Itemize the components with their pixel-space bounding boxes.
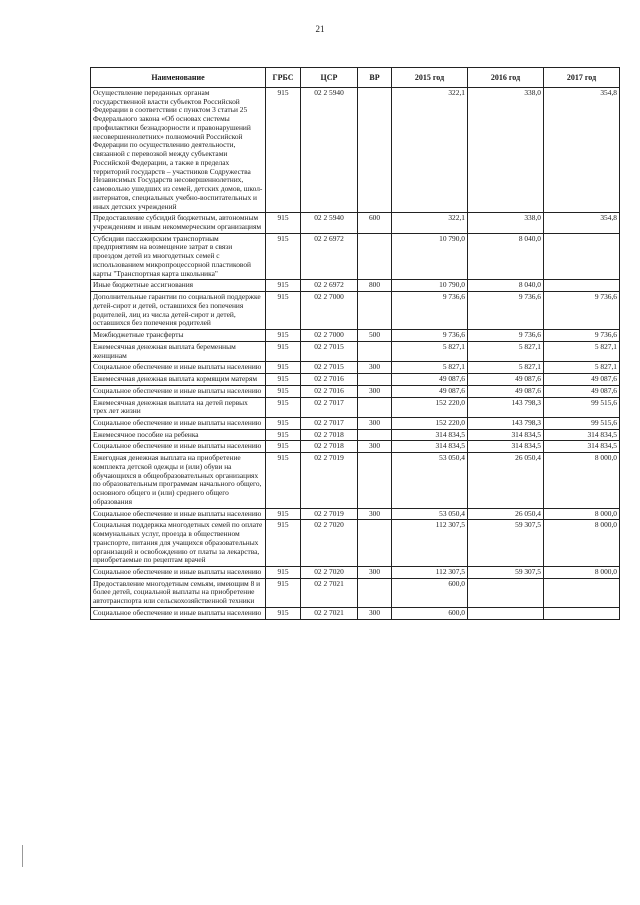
cell-vr: 300 [358,607,392,619]
cell-2017: 314 834,5 [544,429,620,441]
table-row [91,341,620,361]
cell-2015: 10 790,0 [392,280,468,292]
cell-grbs: 915 [266,374,301,386]
cell-2017 [544,233,620,280]
cell-2017: 49 087,6 [544,374,620,386]
cell-csr: 02 2 7015 [301,341,358,361]
cell-name: Ежегодная денежная выплата на приобретение комплекта детской одежды и (или) обуви на обучающихся в общеобразовательных организациях по образовательным программам начального общего, основного общего и (или) среднего общего образования [91,453,266,508]
cell-vr: 300 [358,417,392,429]
cell-2015: 10 790,0 [392,233,468,280]
cell-2017: 8 000,0 [544,508,620,520]
cell-name: Социальное обеспечение и иные выплаты населению [91,607,266,619]
cell-2016: 338,0 [468,213,544,233]
cell-2015: 49 087,6 [392,385,468,397]
cell-2017: 354,8 [544,88,620,213]
cell-2017: 5 827,1 [544,362,620,374]
header-2015: 2015 год [392,68,468,88]
table-row [91,453,620,508]
cell-csr: 02 2 7018 [301,441,358,453]
cell-grbs: 915 [266,213,301,233]
cell-csr: 02 2 7016 [301,374,358,386]
cell-grbs: 915 [266,341,301,361]
header-vr: ВР [358,68,392,88]
cell-2016: 59 307,5 [468,566,544,578]
cell-2017: 49 087,6 [544,385,620,397]
cell-2016 [468,578,544,607]
cell-2015: 152 220,0 [392,417,468,429]
table-row [91,233,620,280]
cell-vr: 600 [358,213,392,233]
cell-2016: 26 050,4 [468,453,544,508]
table-row [91,441,620,453]
cell-vr: 300 [358,362,392,374]
cell-2016: 8 040,0 [468,233,544,280]
cell-vr: 300 [358,385,392,397]
cell-2016 [468,607,544,619]
cell-2016: 5 827,1 [468,341,544,361]
table-row [91,520,620,567]
cell-2016: 26 050,4 [468,508,544,520]
cell-csr: 02 2 7020 [301,566,358,578]
table-header [91,68,620,88]
cell-vr [358,578,392,607]
cell-vr: 300 [358,566,392,578]
table-row [91,362,620,374]
cell-2016: 49 087,6 [468,374,544,386]
cell-vr [358,233,392,280]
cell-2015: 314 834,5 [392,429,468,441]
cell-name: Социальная поддержка многодетных семей по оплате коммунальных услуг, проезда в общественном транспорте, питания для учащихся образовательных организаций и освобождению от платы за лекарства, приобретаемые по рецептам врачей [91,520,266,567]
cell-vr [358,520,392,567]
cell-vr [358,341,392,361]
cell-csr: 02 2 6972 [301,233,358,280]
cell-csr: 02 2 6972 [301,280,358,292]
cell-name: Субсидии пассажирским транспортным предприятиям на возмещение затрат в связи проездом детей из многодетных семей с использованием микропроцессорной пластиковой карты "Транспортная карта школьника" [91,233,266,280]
table-row [91,292,620,330]
table-row [91,330,620,342]
cell-2015: 322,1 [392,88,468,213]
cell-csr: 02 2 7016 [301,385,358,397]
cell-name: Социальное обеспечение и иные выплаты населению [91,508,266,520]
cell-name: Социальное обеспечение и иные выплаты населению [91,441,266,453]
cell-2016: 9 736,6 [468,292,544,330]
cell-2015: 314 834,5 [392,441,468,453]
cell-2015: 49 087,6 [392,374,468,386]
cell-name: Социальное обеспечение и иные выплаты населению [91,385,266,397]
cell-2015: 322,1 [392,213,468,233]
cell-grbs: 915 [266,417,301,429]
cell-name: Осуществление переданных органам государственной власти субъектов Российской Федерации в соответствии с пунктом 3 статьи 25 Федерального закона «Об основах системы профилактики безнадзорности и правонарушений несовершеннолетних» полномочий Российской Федерации по осуществлению деятельности, связанной с перевозкой между субъектами Российской Федерации, а также в пределах территорий государств – участников Содружества Независимых Государств несовершеннолетних, самовольно ушедших из семей, детских домов, школ-интернатов, специальных учебно-воспитательных и иных детских учреждений [91,88,266,213]
cell-name: Ежемесячная денежная выплата на детей первых трех лет жизни [91,397,266,417]
cell-2017: 99 515,6 [544,397,620,417]
cell-csr: 02 2 7021 [301,607,358,619]
cell-2015: 5 827,1 [392,341,468,361]
cell-2016: 5 827,1 [468,362,544,374]
cell-name: Социальное обеспечение и иные выплаты населению [91,417,266,429]
cell-grbs: 915 [266,397,301,417]
table-body [91,88,620,620]
cell-name: Ежемесячная денежная выплата кормящим матерям [91,374,266,386]
table-row [91,578,620,607]
table-row [91,385,620,397]
cell-2016: 314 834,5 [468,429,544,441]
cell-csr: 02 2 7015 [301,362,358,374]
cell-vr: 500 [358,330,392,342]
cell-2016: 8 040,0 [468,280,544,292]
cell-vr: 300 [358,508,392,520]
cell-vr [358,429,392,441]
cell-name: Социальное обеспечение и иные выплаты населению [91,566,266,578]
header-2017: 2017 год [544,68,620,88]
cell-2015: 53 050,4 [392,508,468,520]
cell-csr: 02 2 7021 [301,578,358,607]
cell-grbs: 915 [266,330,301,342]
cell-grbs: 915 [266,362,301,374]
margin-mark [22,845,23,867]
cell-name: Иные бюджетные ассигнования [91,280,266,292]
cell-grbs: 915 [266,385,301,397]
cell-grbs: 915 [266,566,301,578]
cell-2016: 338,0 [468,88,544,213]
cell-2015: 9 736,6 [392,330,468,342]
cell-2017: 5 827,1 [544,341,620,361]
page-number: 21 [315,24,325,34]
cell-2017: 314 834,5 [544,441,620,453]
cell-2017: 99 515,6 [544,417,620,429]
cell-name: Ежемесячная денежная выплата беременным женщинам [91,341,266,361]
cell-csr: 02 2 7017 [301,397,358,417]
cell-2015: 600,0 [392,578,468,607]
cell-2015: 112 307,5 [392,566,468,578]
cell-2015: 9 736,6 [392,292,468,330]
cell-csr: 02 2 7020 [301,520,358,567]
cell-csr: 02 2 7000 [301,292,358,330]
cell-grbs: 915 [266,520,301,567]
budget-table [90,67,620,620]
cell-2017 [544,578,620,607]
cell-vr [358,397,392,417]
table-row [91,374,620,386]
cell-2015: 112 307,5 [392,520,468,567]
cell-grbs: 915 [266,508,301,520]
header-csr: ЦСР [301,68,358,88]
cell-2016: 314 834,5 [468,441,544,453]
header-name: Наименование [91,68,266,88]
table-row [91,566,620,578]
cell-name: Межбюджетные трансферты [91,330,266,342]
header-grbs: ГРБС [266,68,301,88]
header-2016: 2016 год [468,68,544,88]
cell-vr: 300 [358,441,392,453]
cell-name: Предоставление субсидий бюджетным, автономным учреждениям и иным некоммерческим организациям [91,213,266,233]
cell-2017: 9 736,6 [544,292,620,330]
table-row [91,397,620,417]
cell-2017 [544,280,620,292]
cell-grbs: 915 [266,233,301,280]
cell-name: Дополнительные гарантии по социальной поддержке детей-сирот и детей, оставшихся без попечения родителей, лиц из числа детей-сирот и детей, оставшихся без попечения родителей [91,292,266,330]
cell-grbs: 915 [266,453,301,508]
cell-vr [358,292,392,330]
cell-2017: 8 000,0 [544,566,620,578]
cell-vr [358,88,392,213]
cell-2017: 8 000,0 [544,520,620,567]
cell-2015: 600,0 [392,607,468,619]
cell-name: Ежемесячное пособие на ребенка [91,429,266,441]
cell-vr: 800 [358,280,392,292]
cell-name: Социальное обеспечение и иные выплаты населению [91,362,266,374]
table-row [91,88,620,213]
table-row [91,429,620,441]
cell-2016: 49 087,6 [468,385,544,397]
table-row [91,213,620,233]
cell-vr [358,453,392,508]
cell-csr: 02 2 7000 [301,330,358,342]
cell-2016: 143 798,3 [468,417,544,429]
cell-csr: 02 2 7017 [301,417,358,429]
cell-vr [358,374,392,386]
cell-2017: 9 736,6 [544,330,620,342]
cell-grbs: 915 [266,578,301,607]
cell-grbs: 915 [266,88,301,213]
cell-csr: 02 2 5940 [301,88,358,213]
cell-csr: 02 2 7019 [301,508,358,520]
cell-grbs: 915 [266,607,301,619]
cell-grbs: 915 [266,292,301,330]
cell-2017: 354,8 [544,213,620,233]
table-row [91,417,620,429]
cell-2016: 143 798,3 [468,397,544,417]
table-row [91,508,620,520]
cell-2015: 5 827,1 [392,362,468,374]
cell-name: Предоставление многодетным семьям, имеющим 8 и более детей, социальной выплаты на приобретение автотранспорта или сельскохозяйственной техники [91,578,266,607]
cell-csr: 02 2 7019 [301,453,358,508]
cell-2017: 8 000,0 [544,453,620,508]
header-row [91,68,620,88]
cell-grbs: 915 [266,441,301,453]
cell-grbs: 915 [266,280,301,292]
cell-2016: 9 736,6 [468,330,544,342]
cell-2015: 53 050,4 [392,453,468,508]
cell-csr: 02 2 7018 [301,429,358,441]
cell-2017 [544,607,620,619]
cell-2016: 59 307,5 [468,520,544,567]
cell-csr: 02 2 5940 [301,213,358,233]
cell-2015: 152 220,0 [392,397,468,417]
table-row [91,607,620,619]
cell-grbs: 915 [266,429,301,441]
table-row [91,280,620,292]
